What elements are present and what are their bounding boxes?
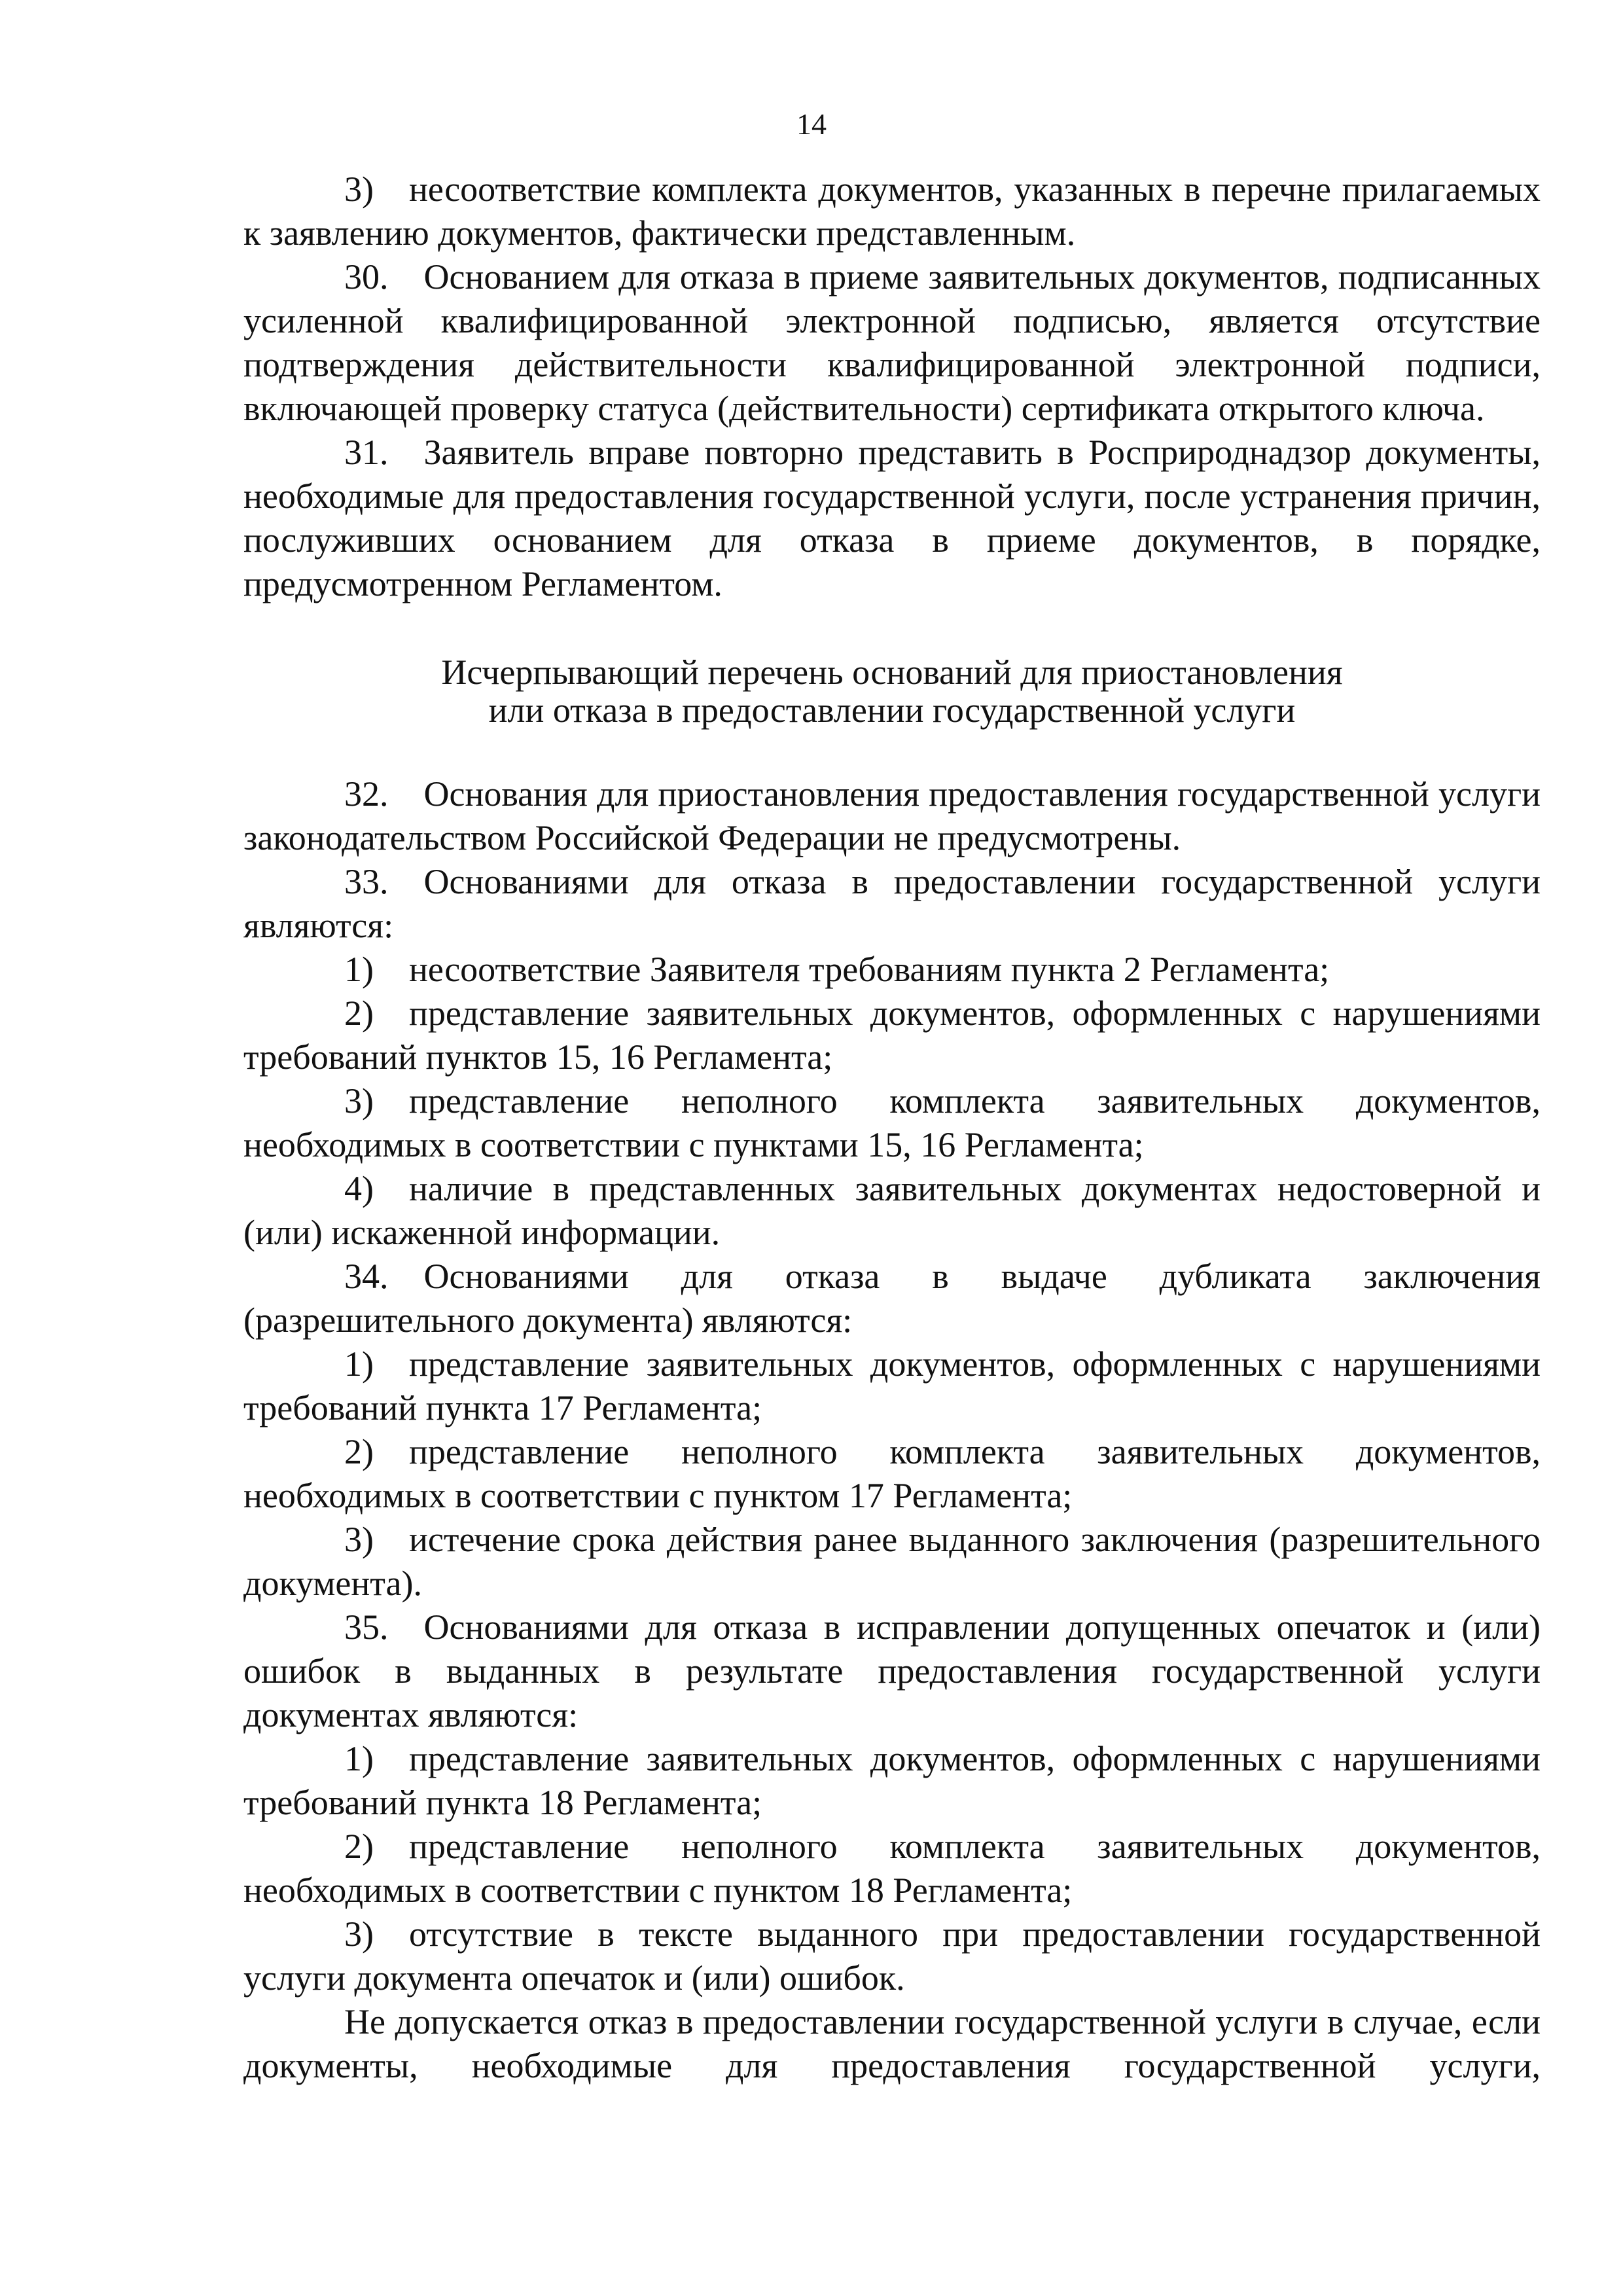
paragraph-33-item-4: 4) наличие в представленных заявительных документах недостоверной и (или) искаженной информации. (243, 1169, 1541, 1252)
paragraph-34-item-3: 3) истечение срока действия ранее выданного заключения (разрешительного документа). (243, 1520, 1541, 1603)
paragraph-closing: Не допускается отказ в предоставлении государственной услуги в случае, если документы, необходимые для предоставления государственной услуги, (243, 2002, 1541, 2085)
paragraph-32: 32. Основания для приостановления предоставления государственной услуги законодательством Российской Федерации не предусмотрены. (243, 774, 1541, 857)
paragraph-35-item-2: 2) представление неполного комплекта заявительных документов, необходимых в соответствии с пунктом 18 Регламента; (243, 1827, 1541, 1910)
page-number: 14 (796, 107, 827, 141)
section-heading (243, 653, 1541, 729)
paragraph-item-3-incompleteness: 3) несоответствие комплекта документов, указанных в перечне прилагаемых к заявлению документов, фактически представленным. (243, 170, 1541, 253)
paragraph-35: 35. Основаниями для отказа в исправлении допущенных опечаток и (или) ошибок в выданных в результате предоставления государственной услуги документах являются: (243, 1607, 1541, 1734)
paragraph-33-item-1: 1) несоответствие Заявителя требованиям пункта 2 Регламента; (344, 950, 1330, 989)
paragraph-33: 33. Основаниями для отказа в предоставлении государственной услуги являются: (243, 862, 1541, 945)
paragraph-34-item-1: 1) представление заявительных документов, оформленных с нарушениями требований пункта 17 Регламента; (243, 1344, 1541, 1427)
section-heading-line-1: Исчерпывающий перечень оснований для приостановления (441, 653, 1343, 692)
paragraph-35-item-1: 1) представление заявительных документов, оформленных с нарушениями требований пункта 18 Регламента; (243, 1739, 1541, 1822)
paragraph-33-item-2: 2) представление заявительных документов, оформленных с нарушениями требований пунктов 15, 16 Регламента; (243, 994, 1541, 1077)
paragraph-34: 34. Основаниями для отказа в выдаче дубликата заключения (разрешительного документа) являются: (243, 1257, 1541, 1340)
paragraph-30: 30. Основанием для отказа в приеме заявительных документов, подписанных усиленной квалифицированной электронной подписью, является отсутствие подтверждения действительности квалифицированной электронной подписи, включающей проверку статуса (действительности) сертификата открытого ключа. (243, 257, 1541, 428)
paragraph-35-item-3: 3) отсутствие в тексте выданного при предоставлении государственной услуги документа опечаток и (или) ошибок. (243, 1914, 1541, 1998)
paragraph-33-item-3: 3) представление неполного комплекта заявительных документов, необходимых в соответствии с пунктами 15, 16 Регламента; (243, 1081, 1541, 1164)
paragraph-31: 31. Заявитель вправе повторно представить в Росприроднадзор документы, необходимые для предоставления государственной услуги, после устранения причин, послуживших основанием для отказа в приеме документов, в порядке, предусмотренном Регламентом. (243, 433, 1541, 603)
paragraph-34-item-2: 2) представление неполного комплекта заявительных документов, необходимых в соответствии с пунктом 17 Регламента; (243, 1432, 1541, 1515)
document-body (243, 168, 1541, 2088)
section-heading-line-2: или отказа в предоставлении государственной услуги (488, 691, 1296, 730)
